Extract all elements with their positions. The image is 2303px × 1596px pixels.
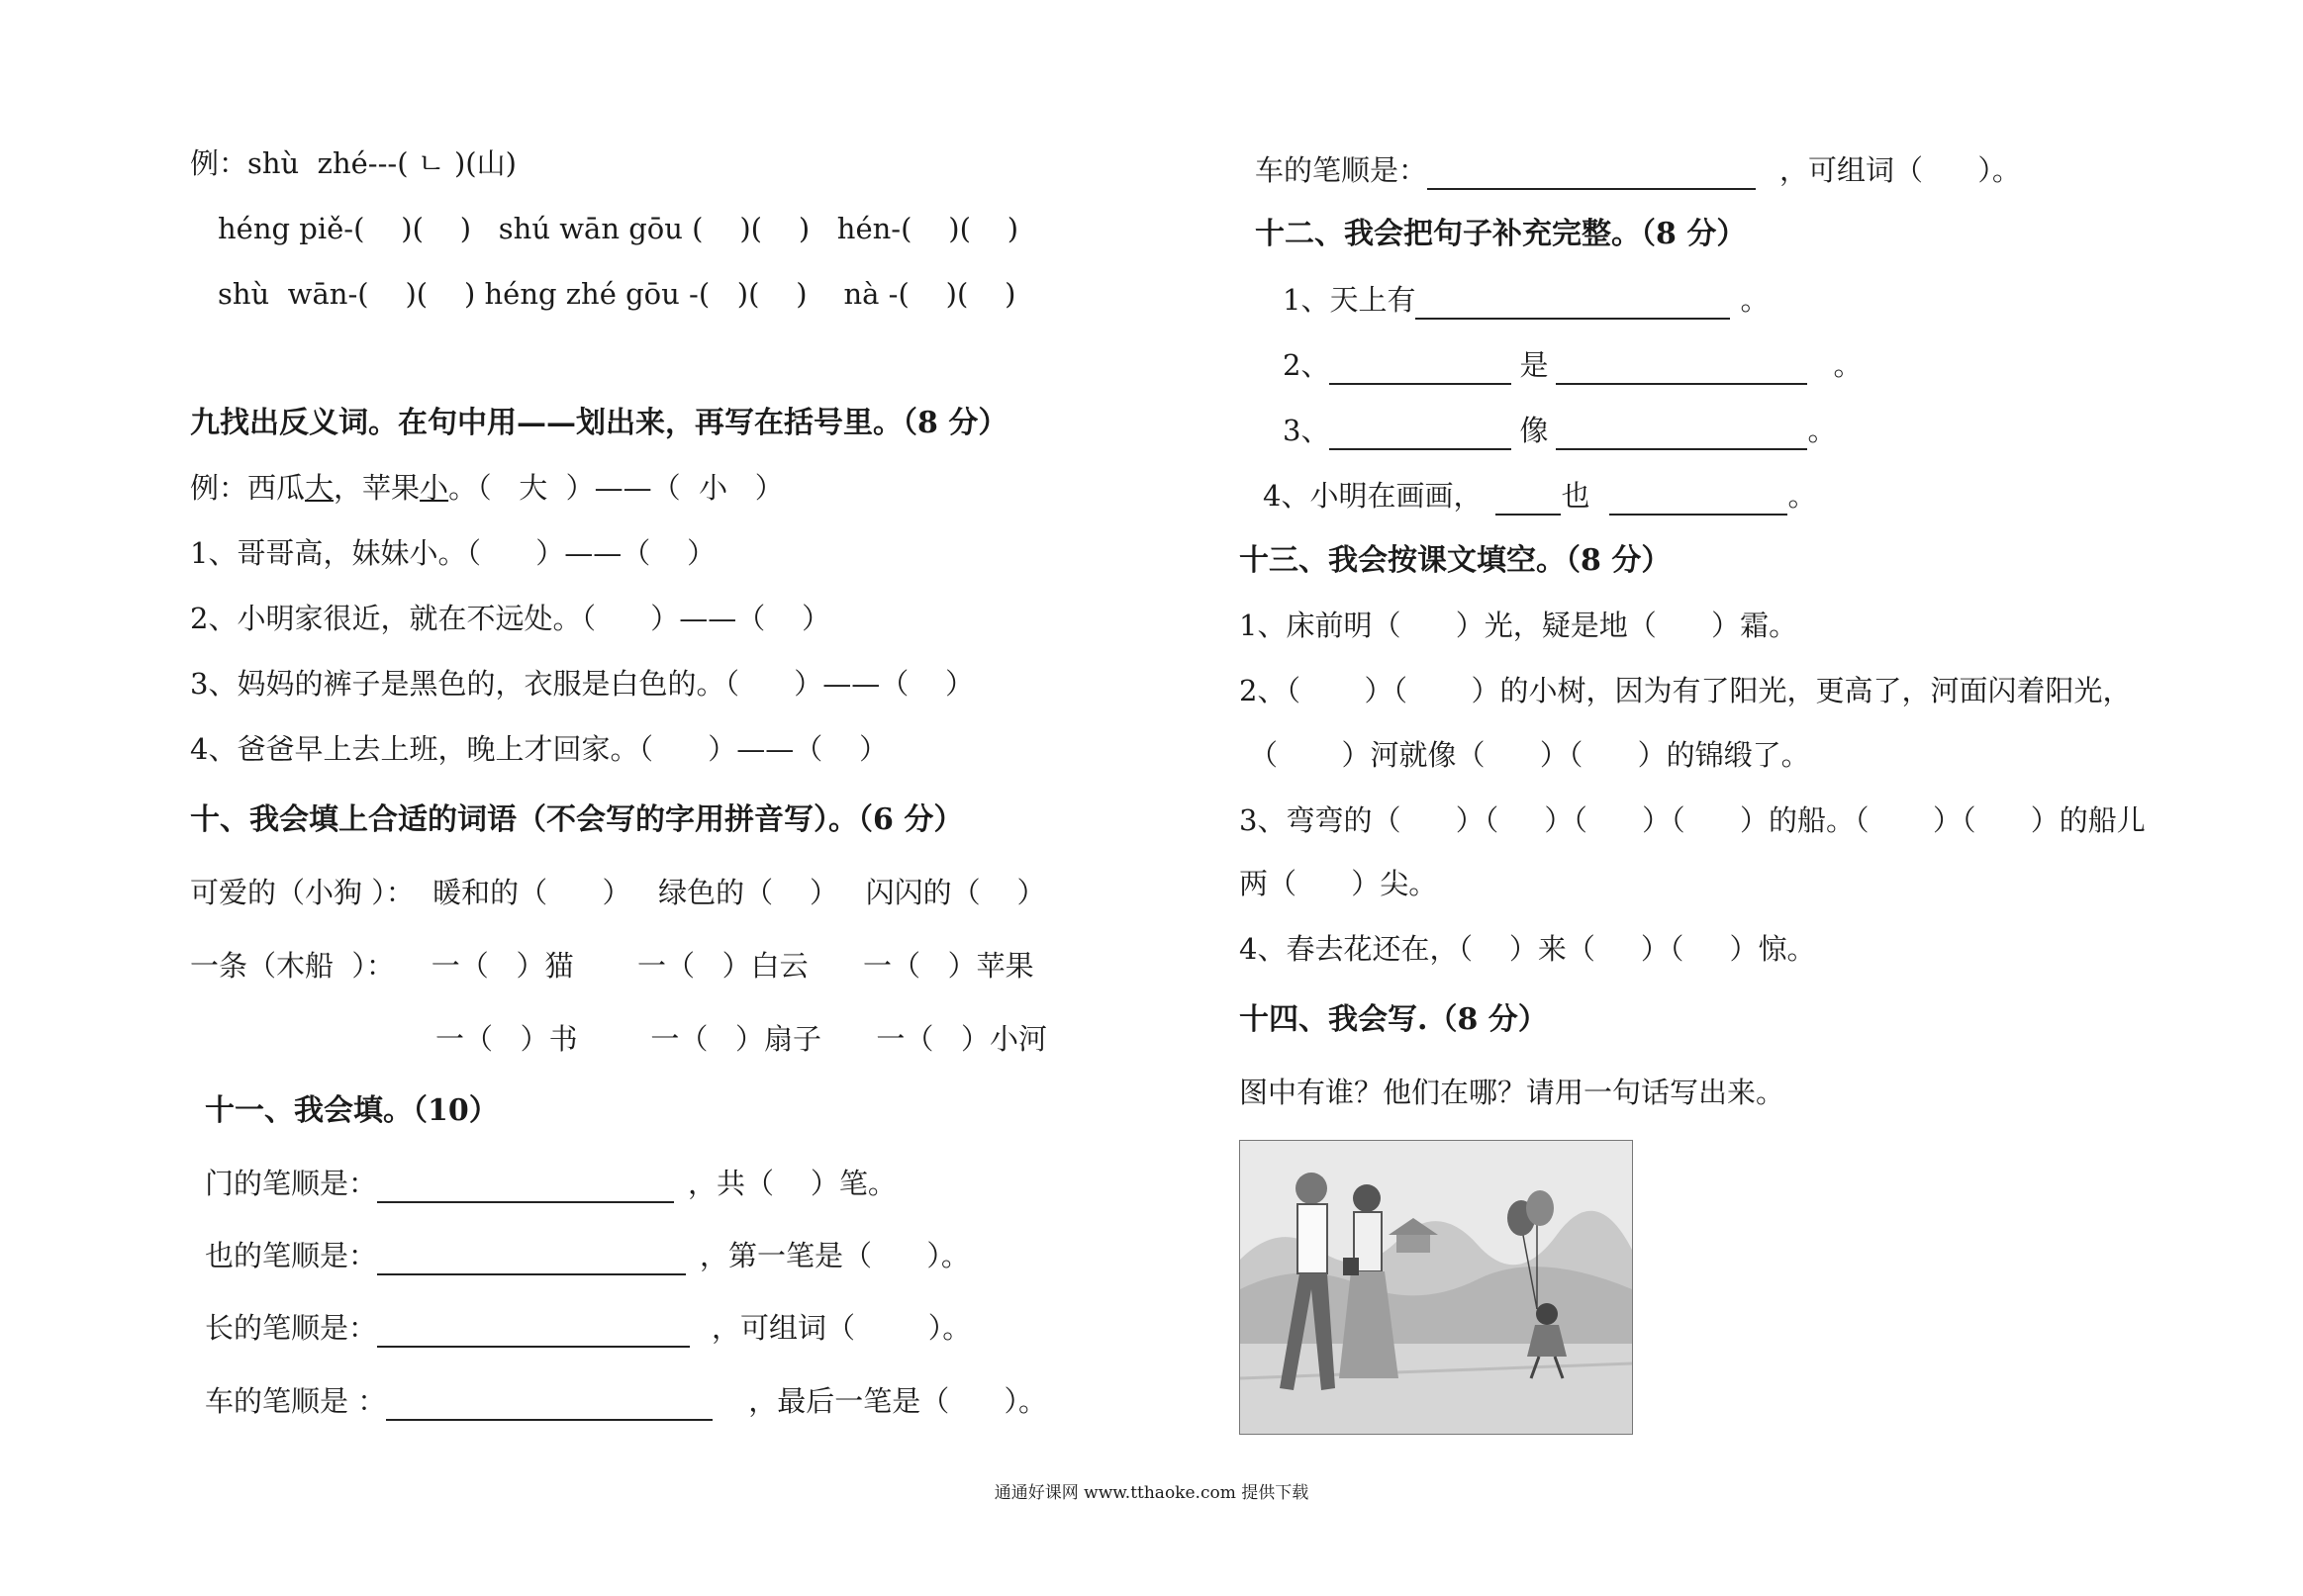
answer-blank[interactable] xyxy=(1495,484,1561,516)
sec9-item-2: 2、小明家很近，就在不远处。（ ）——（ ） xyxy=(190,602,831,635)
sec11-item-2: 也的笔顺是： ，第一笔是（ ）。 xyxy=(205,1236,970,1275)
sec13-line-5: 两（ ）尖。 xyxy=(1239,867,1438,900)
sec10-line-2: 一条（木船 ）： 一（ ）猫 一（ ）白云 一（ ）苹果 xyxy=(190,949,1034,983)
answer-blank[interactable] xyxy=(1427,158,1756,190)
sec13-line-6: 4、春去花还在，（ ）来（ ）（ ）惊。 xyxy=(1239,932,1816,966)
sec14-title: 十四、我会写.（8 分） xyxy=(1239,1002,1548,1037)
answer-blank[interactable] xyxy=(377,1316,690,1348)
sec13-title: 十三、我会按课文填空。（8 分） xyxy=(1239,543,1672,578)
sec11-title: 十一、我会填。（10） xyxy=(205,1093,499,1128)
sec9-item-4: 4、爸爸早上去上班，晚上才回家。（ ）——（ ） xyxy=(190,732,889,766)
top-stroke-item: 车的笔顺是： ，可组词（ ）。 xyxy=(1255,150,2021,190)
sec11-item-4: 车的笔顺是 ： ，最后一笔是（ ）。 xyxy=(205,1381,1047,1421)
stroke-row-1: héng piě-( )( ) shú wān gōu ( )( ) hén-( )( ) xyxy=(218,212,1019,245)
answer-blank[interactable] xyxy=(1415,288,1730,320)
park-scene-illustration xyxy=(1240,1141,1632,1434)
sec13-line-3: （ ）河就像（ ）（ ）的锦缎了。 xyxy=(1249,738,1810,772)
answer-blank[interactable] xyxy=(1556,419,1807,450)
illustration-image xyxy=(1239,1140,1633,1435)
sec12-item-2: 2、 是 。 xyxy=(1283,345,1862,385)
answer-blank[interactable] xyxy=(1609,484,1787,516)
sec10-line-3: 一（ ）书 一（ ）扇子 一（ ）小河 xyxy=(435,1022,1048,1056)
sec10-line-1: 可爱的（小狗 ）： 暖和的（ ） 绿色的（ ） 闪闪的（ ） xyxy=(190,876,1046,909)
answer-blank[interactable] xyxy=(386,1389,713,1421)
sec10-title: 十、我会填上合适的词语（不会写的字用拼音写）。（6 分） xyxy=(190,802,964,837)
sec13-line-2: 2、（ ）（ ）的小树，因为有了阳光，更高了，河面闪着阳光， xyxy=(1239,674,2132,707)
answer-blank[interactable] xyxy=(377,1172,674,1203)
footer-credit: 通通好课网 www.tthaoke.com 提供下载 xyxy=(994,1483,1309,1503)
answer-blank[interactable] xyxy=(1556,353,1807,385)
sec12-item-1: 1、天上有 。 xyxy=(1283,280,1769,320)
sec9-title: 九找出反义词。在句中用——划出来，再写在括号里。（8 分） xyxy=(190,406,1008,440)
stroke-example: 例：shù zhé---( ㄴ )(山) xyxy=(190,146,517,180)
sec12-item-4: 4、小明在画画， 也 。 xyxy=(1263,476,1816,516)
sec12-title: 十二、我会把句子补充完整。（8 分） xyxy=(1255,217,1747,251)
sec9-item-3: 3、妈妈的裤子是黑色的，衣服是白色的。（ ）——（ ） xyxy=(190,667,975,701)
sec13-line-1: 1、床前明（ ）光，疑是地（ ）霜。 xyxy=(1239,609,1798,642)
sec11-item-3: 长的笔顺是： ，可组词（ ）。 xyxy=(205,1308,971,1348)
sec11-item-1: 门的笔顺是： ，共（ ）笔。 xyxy=(205,1164,897,1203)
sec9-example: 例：西瓜大，苹果小。（ 大 ）——（ 小 ） xyxy=(190,471,784,505)
answer-blank[interactable] xyxy=(377,1244,686,1275)
stroke-row-2: shù wān-( )( ) héng zhé gōu -( )( ) nà -( )( ) xyxy=(218,277,1016,311)
sec13-line-4: 3、弯弯的（ ）（ ）（ ）（ ）的船。（ ）（ ）的船儿 xyxy=(1239,803,2146,837)
sec14-prompt: 图中有谁？他们在哪？请用一句话写出来。 xyxy=(1239,1076,1785,1109)
answer-blank[interactable] xyxy=(1329,419,1511,450)
sec12-item-3: 3、 像 。 xyxy=(1283,411,1836,450)
answer-blank[interactable] xyxy=(1329,353,1511,385)
sec9-item-1: 1、哥哥高，妹妹小。（ ）——（ ） xyxy=(190,536,717,570)
